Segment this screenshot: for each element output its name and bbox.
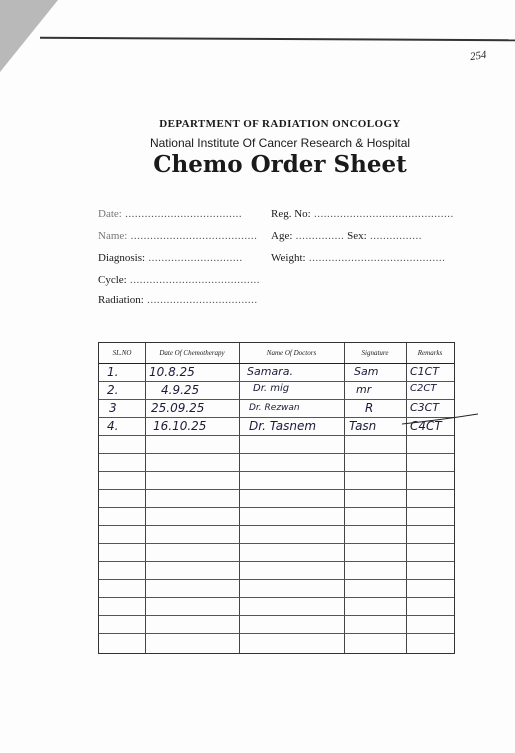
row-divider <box>99 597 454 598</box>
row-4-sl: 4. <box>107 419 119 433</box>
header-remarks: Remarks <box>417 349 443 357</box>
column-divider <box>344 343 345 653</box>
row-4-doctor: Dr. Tasnem <box>249 419 317 433</box>
row-3-sl: 3 <box>109 401 117 415</box>
sex-label: Sex: <box>347 230 367 242</box>
row-divider <box>99 579 454 580</box>
page-title: Chemo Order Sheet <box>153 151 407 178</box>
row-2-doctor: Dr. mig <box>253 383 290 394</box>
name-label: Name: <box>98 230 128 242</box>
cycle-field: Cycle: ........................................ <box>98 274 260 286</box>
row-divider <box>99 471 454 472</box>
reg-no-label: Reg. No: <box>271 208 311 220</box>
chemo-table <box>98 342 455 654</box>
diagnosis-field: Diagnosis: ............................. <box>98 252 243 264</box>
column-divider <box>406 343 407 653</box>
diagnosis-label: Diagnosis: <box>98 252 146 264</box>
name-field: Name: ....................................... <box>98 230 258 242</box>
row-4-date: 16.10.25 <box>153 419 207 433</box>
weight-field: Weight: .......................................... <box>271 252 446 264</box>
row-2-sl: 2. <box>107 383 119 397</box>
row-divider <box>99 453 454 454</box>
row-1-signature: Sam <box>354 365 379 378</box>
row-divider <box>99 507 454 508</box>
edge-line <box>40 37 515 41</box>
row-2-remarks: C2CT <box>410 383 437 394</box>
row-4-remarks: C4CT <box>410 419 442 433</box>
row-divider <box>99 489 454 490</box>
row-divider <box>99 561 454 562</box>
header-signature: Signature <box>361 349 389 357</box>
institute-name: National Institute Of Cancer Research & Hospital <box>149 136 411 150</box>
row-3-date: 25.09.25 <box>151 401 205 415</box>
row-3-signature: R <box>365 401 374 415</box>
weight-label: Weight: <box>271 252 306 264</box>
header-doctor: Name Of Doctors <box>266 349 317 357</box>
row-3-remarks: C3CT <box>410 401 440 414</box>
row-4-signature: Tasn <box>349 419 377 433</box>
age-label: Age: <box>271 230 293 242</box>
column-divider <box>145 343 146 653</box>
header-divider <box>99 363 454 364</box>
column-divider <box>239 343 240 653</box>
row-1-doctor: Samara. <box>247 365 293 378</box>
row-divider <box>99 615 454 616</box>
pen-stroke-mark <box>400 410 480 430</box>
radiation-field: Radiation: .................................. <box>98 294 258 306</box>
row-divider <box>99 633 454 634</box>
row-1-sl: 1. <box>107 365 119 379</box>
cycle-label: Cycle: <box>98 274 127 286</box>
row-divider <box>99 381 454 382</box>
row-3-doctor: Dr. Rezwan <box>249 403 300 413</box>
row-divider <box>99 525 454 526</box>
radiation-label: Radiation: <box>98 294 144 306</box>
header-sl-no: SL.NO <box>112 349 132 357</box>
row-divider <box>99 435 454 436</box>
row-2-date: 4.9.25 <box>161 383 200 397</box>
row-1-remarks: C1CT <box>410 365 440 378</box>
date-label: Date: <box>98 208 122 220</box>
row-2-signature: mr <box>356 383 372 396</box>
age-field: Age: ............... Sex: ................ <box>271 230 422 242</box>
date-field: Date: .................................... <box>98 208 243 220</box>
row-divider <box>99 399 454 400</box>
department-heading: DEPARTMENT OF RADIATION ONCOLOGY <box>159 118 401 130</box>
row-1-date: 10.8.25 <box>149 365 195 379</box>
row-divider <box>99 543 454 544</box>
header-date: Date Of Chemotherapy <box>159 349 225 357</box>
reg-no-field: Reg. No: ........................................... <box>271 208 454 220</box>
corner-note: 254 <box>469 48 488 64</box>
